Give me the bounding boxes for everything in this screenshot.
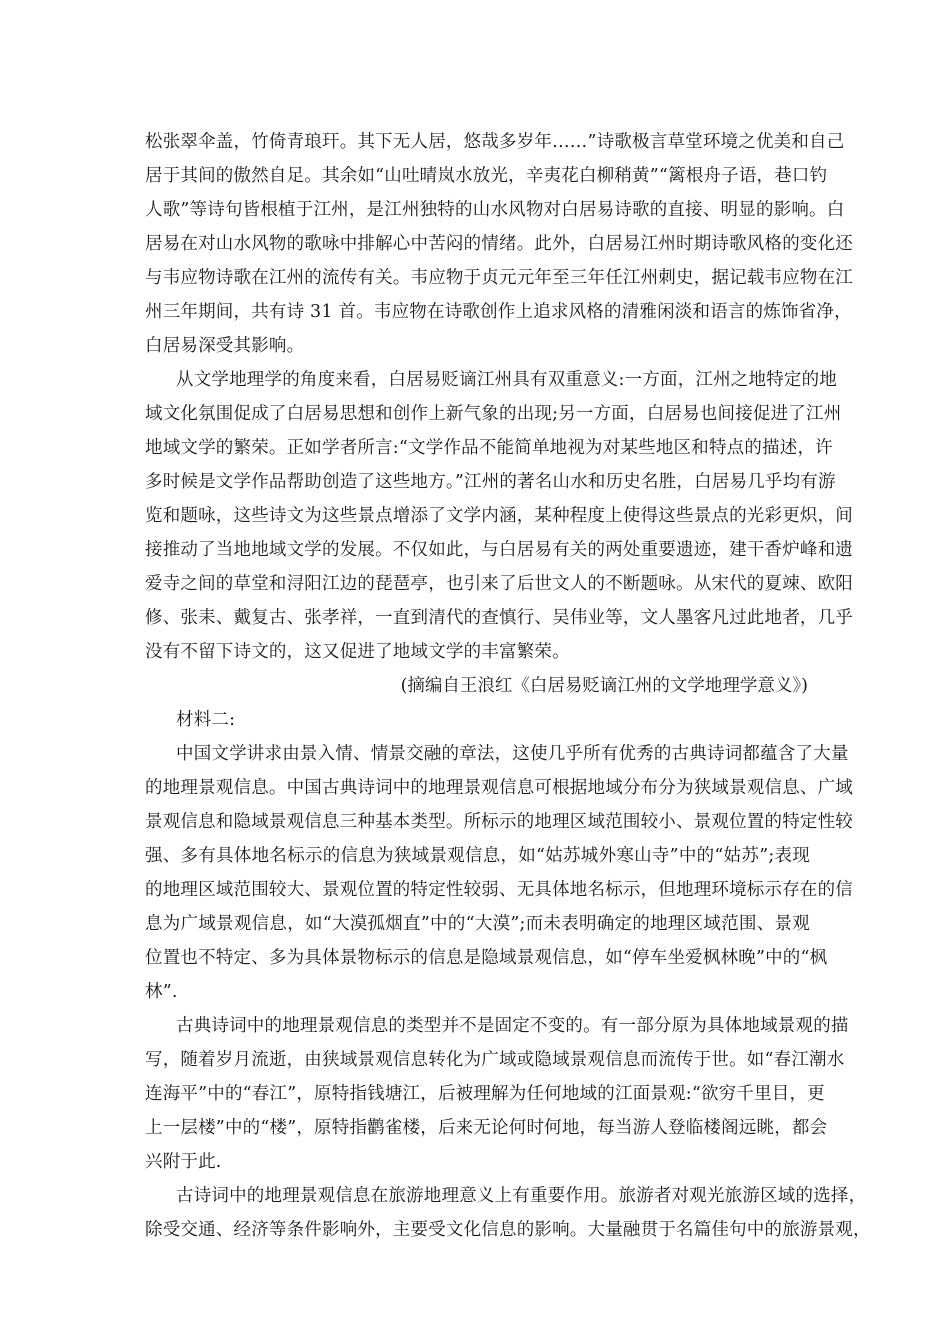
text-line: 与韦应物诗歌在江州的流传有关。韦应物于贞元元年至三年任江州刺史，据记载韦应物在江	[145, 268, 853, 288]
text-line: 从文学地理学的角度来看，白居易贬谪江州具有双重意义:一方面，江州之地特定的地	[176, 370, 837, 390]
text-line: 州三年期间，共有诗 31 首。韦应物在诗歌创作上追求风格的清雅闲淡和语言的炼饰省净，	[145, 302, 852, 322]
text-line: 居易在对山水风物的歌咏中排解心中苦闷的情绪。此外，白居易江州时期诗歌风格的变化还	[145, 234, 853, 254]
text-line: 息为广域景观信息，如“大漠孤烟直”中的“大漠”;而未表明确定的地理区域范围、景观	[145, 914, 810, 934]
text-line: 位置也不特定、多为具体景物标示的信息是隐域景观信息，如“停车坐爱枫林晚”中的“枫	[145, 948, 828, 968]
text-line: 居于其间的傲然自足。其余如“山吐晴岚水放光，辛夷花白柳稍黄”“篱根舟子语，巷口钓	[145, 166, 828, 186]
text-line: 林”.	[145, 982, 178, 1002]
text-line: 多时候是文学作品帮助创造了这些地方。”江州的著名山水和历史名胜，白居易几乎均有游	[145, 472, 836, 492]
text-line: 没有不留下诗文的，这又促进了地域文学的丰富繁荣。	[145, 642, 570, 662]
text-line: 人歌”等诗句皆根植于江州，是江州独特的山水风物对白居易诗歌的直接、明显的影响。白	[145, 200, 845, 220]
text-line: 地域文学的繁荣。正如学者所言:“文学作品不能简单地视为对某些地区和特点的描述，许	[145, 438, 833, 458]
text-line: 兴附于此.	[145, 1152, 222, 1172]
text-line: 连海平”中的“春江”，原特指钱塘江，后被理解为任何地域的江面景观:“欲穷千里目，更	[145, 1084, 825, 1104]
text-line: 上一层楼”中的“楼”，原特指鹳雀楼，后来无论何时何地，每当游人登临楼阁远眺，都会	[145, 1118, 828, 1138]
text-line: 域文化氛围促成了白居易思想和创作上新气象的出现;另一方面，白居易也间接促进了江州	[145, 404, 842, 424]
text-line: 爱寺之间的草堂和浔阳江边的琵琶亭，也引来了后世文人的不断题咏。从宋代的夏竦、欧阳	[145, 574, 853, 594]
text-line: 除受交通、经济等条件影响外，主要受文化信息的影响。大量融贯于名篇佳句中的旅游景观，	[145, 1220, 871, 1240]
text-line: 接推动了当地地域文学的发展。不仅如此，与白居易有关的两处重要遗迹，建干香炉峰和遗	[145, 540, 853, 560]
text-line: 景观信息和隐域景观信息三种基本类型。所标示的地理区域范围较小、景观位置的特定性较	[145, 812, 853, 832]
text-line: 白居易深受其影响。	[145, 336, 305, 356]
text-line: 强、多有具体地名标示的信息为狭域景观信息，如“姑苏城外寒山寺”中的“姑苏”;表现	[145, 846, 810, 866]
section-heading: 材料二:	[176, 710, 236, 730]
citation: (摘编自王浪红《白居易贬谪江州的文学地理学意义》)	[400, 676, 808, 696]
text-line: 古典诗词中的地理景观信息的类型并不是固定不变的。有一部分原为具体地域景观的描	[176, 1016, 849, 1036]
text-line: 松张翠伞盖，竹倚青琅玕。其下无人居，悠哉多岁年……”诗歌极言草堂环境之优美和自己	[145, 132, 845, 152]
text-line: 览和题咏，这些诗文为这些景点增添了文学内涵，某种程度上使得这些景点的光彩更炽，间	[145, 506, 853, 526]
text-line: 的地理区域范围较大、景观位置的特定性较弱、无具体地名标示，但地理环境标示存在的信	[145, 880, 853, 900]
text-line: 修、张耒、戴复古、张孝祥，一直到清代的查慎行、吴伟业等，文人墨客凡过此地者，几乎	[145, 608, 853, 628]
text-line: 写，随着岁月流逝，由狭域景观信息转化为广域或隐域景观信息而流传于世。如“春江潮水	[145, 1050, 845, 1070]
text-line: 中国文学讲求由景入情、情景交融的章法，这使几乎所有优秀的古典诗词都蕴含了大量	[176, 744, 849, 764]
text-line: 古诗词中的地理景观信息在旅游地理意义上有重要作用。旅游者对观光旅游区域的选择，	[176, 1186, 867, 1206]
text-line: 的地理景观信息。中国古典诗词中的地理景观信息可根据地域分布分为狭域景观信息、广域	[145, 778, 853, 798]
